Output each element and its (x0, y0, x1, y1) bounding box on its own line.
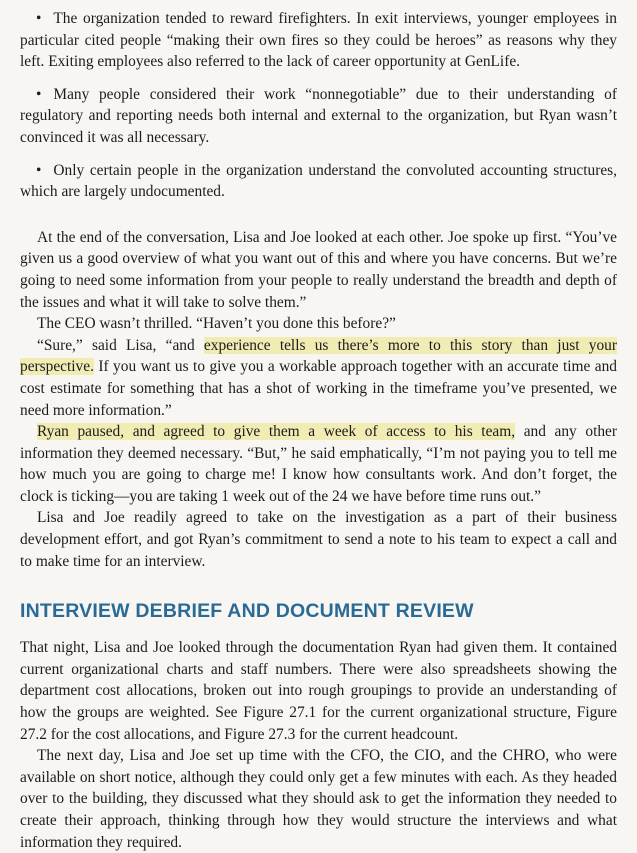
body-paragraph (20, 335, 617, 421)
highlighted-text: Ryan paused, and agreed to give them a week of access to his team, (37, 423, 516, 441)
paragraph-text: If you want us to give you a workable approach together with an accurate time and cost estimate for something that has a shot of working in the timeframe you’ve presented, we need more information.” (20, 358, 617, 419)
bullet-icon: • (36, 10, 42, 27)
highlighted-text: experience tells us there’s more to this story than just your perspective. (20, 336, 617, 376)
bullet-text: Only certain people in the organization understand the convoluted accounting structures, which are largely undocumented. (20, 161, 617, 201)
body-paragraph: The next day, Lisa and Joe set up time with the CFO, the CIO, and the CHRO, who were available on short notice, although they could only get a few minutes with each. As they headed over to the building, they discussed what they should ask to get the information they needed to create their approach, thinking through how they would structure the interviews and what information they required. (20, 747, 617, 851)
bullet-icon: • (36, 161, 42, 179)
body-paragraph: At the end of the conversation, Lisa and Joe looked at each other. Joe spoke up first. “You’ve given us a good overview of what you want out of this and where you have concerns. But we’re going to need some information from your people to really understand the breadth and depth of the issues and what it will take to solve them.” (20, 228, 617, 311)
paragraph-text: “Sure,” said Lisa, “and (37, 336, 204, 354)
bullet-item (20, 160, 617, 203)
section-heading: INTERVIEW DEBRIEF AND DOCUMENT REVIEW (20, 600, 474, 623)
bullet-icon: • (36, 85, 42, 103)
body-paragraph: Lisa and Joe readily agreed to take on the investigation as a part of their business development effort, and got Ryan’s commitment to send a note to his team to expect a call and to make time for an interview. (20, 509, 617, 570)
bullet-item (20, 8, 617, 73)
spacer (20, 214, 617, 227)
body-paragraph (20, 421, 617, 507)
paragraph-text: and any other information they deemed necessary. “But,” he said emphatically, “I’m not paying you to tell me how much you are going to charge me! I know how consultants work. And don’t forget, the clock is ticking—you are taking 1 week out of the 24 we have before time runs out.” (20, 423, 617, 505)
body-paragraph: That night, Lisa and Joe looked through the documentation Ryan had given them. It contained current organizational charts and staff numbers. There were also spreadsheets showing the department cost allocations, broken out into rough groupings to provide an understanding of how the groups are weighted. See Figure 27.1 for the current organizational structure, Figure 27.2 for the cost allocations, and Figure 27.3 for the current headcount. (20, 639, 617, 743)
bullet-item (20, 84, 617, 149)
bullet-text: The organization tended to reward firefighters. In exit interviews, younger employees in particular cited people “making their own fires so they could be heroes” as reasons why they left. Exiting employees also referred to the lack of career opportunity at GenLife. (20, 10, 617, 71)
bullet-text: Many people considered their work “nonnegotiable” due to their understanding of regulatory and reporting needs both internal and external to the organization, but Ryan wasn’t convinced it was all necessary. (20, 85, 617, 146)
body-paragraph: The CEO wasn’t thrilled. “Haven’t you done this before?” (37, 315, 396, 333)
